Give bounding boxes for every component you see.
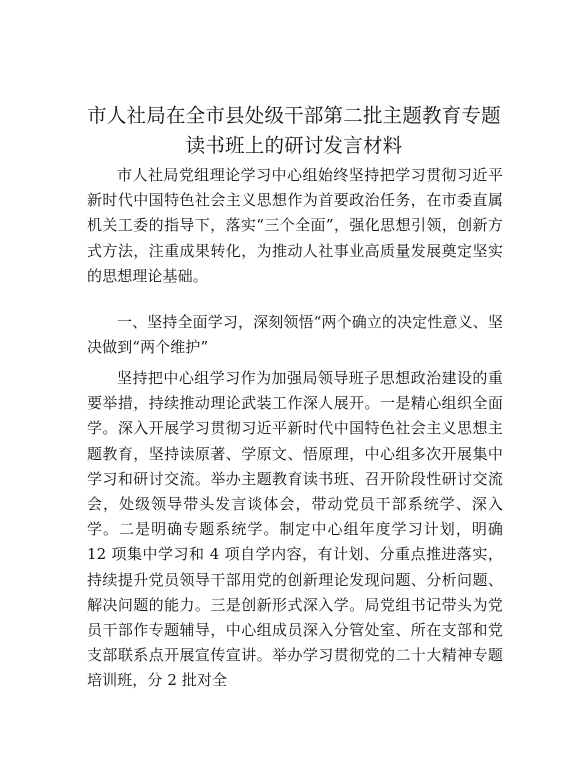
intro-paragraph: 市人社局党组理论学习中心组始终坚持把学习贯彻习近平新时代中国特色社会主义思想作为首要政治任务，在市委直属机关工委的指导下，落实“三个全面”，强化思想引领，创新方式方法，注重成果转化，为推动人社事业高质量发展奠定坚实的思想理论基础。 (87, 166, 503, 285)
body-paragraph: 坚持把中心组学习作为加强局领导班子思想政治建设的重要举措，持续推动理论武装工作深人展开。一是精心组织全面学。深入开展学习贯彻习近平新时代中国特色社会主义思想主题教育，坚持读原著、学原文、悟原理，中心组多次开展集中学习和研讨交流。举办主题教育读书班、召开阶段性研讨交流会，处级领导带头发言谈体会，带动党员干部系统学、深入学。二是明确专题系统学。制定中心组年度学习计划，明确 12 项集中学习和 4 项自学内容，有计划、分重点推进落实，持续提升党员领导干部用党的创新理论发现问题、分析问题、解决问题的能力。三是创新形式深入学。局党组书记带头为党员干部作专题辅导，中心组成员深入分管处室、所在支部和党支部联系点开展宣传宣讲。举办学习贯彻党的二十大精神专题培训班，分 2 批对全 (87, 369, 503, 690)
document-title: 市人社局在全市县处级干部第二批主题教育专题读书班上的研讨发言材料 (87, 104, 501, 157)
section-heading: 一、坚持全面学习，深刻领悟“两个确立的决定性意义、坚决做到“两个维护” (87, 313, 503, 357)
